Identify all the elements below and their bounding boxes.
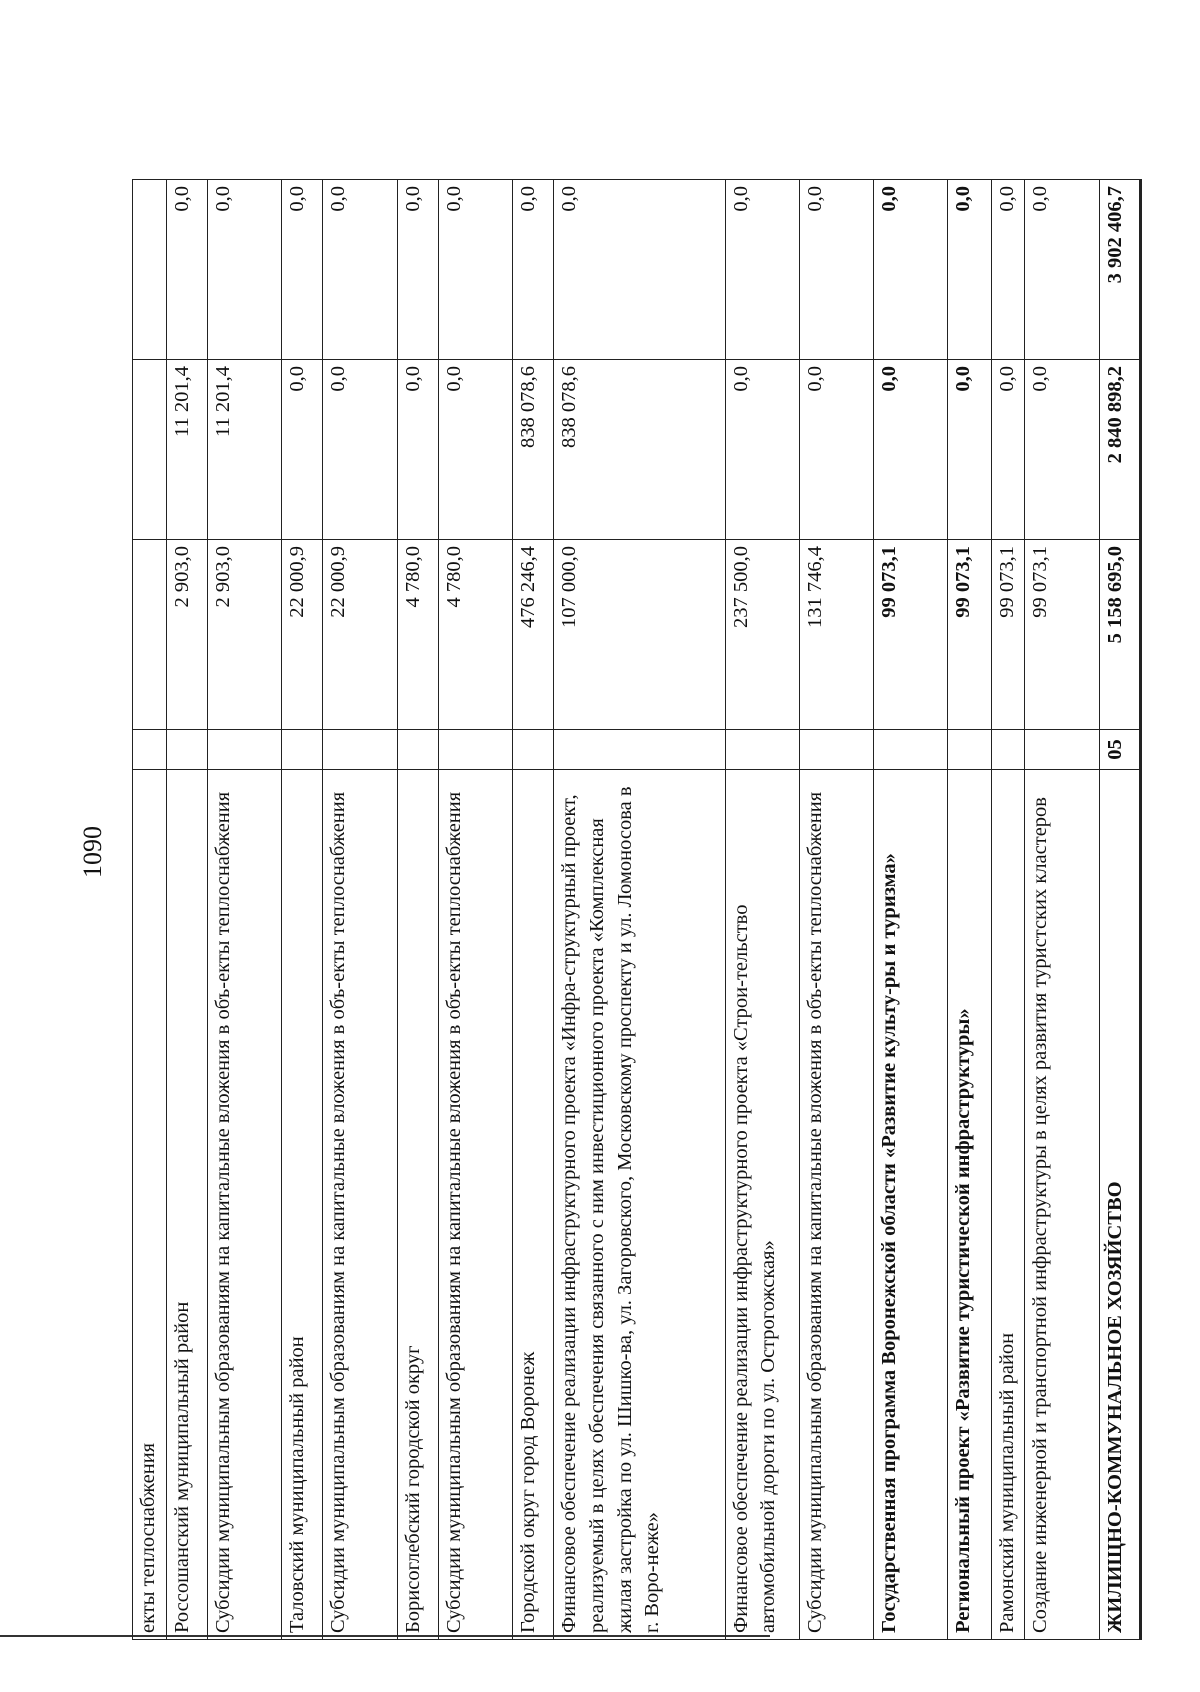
row-value-3-cell: 0,0 [874,180,948,360]
row-value-1-cell: 131 746,4 [799,540,873,730]
table-row [166,180,207,1640]
row-name-cell: Рамонский муниципальный район [991,770,1025,1640]
table-row [1099,180,1140,1640]
row-code-cell [1025,730,1099,770]
row-value-1-cell: 237 500,0 [725,540,799,730]
table-row [554,180,725,1640]
row-value-2-cell: 0,0 [948,360,991,540]
table-row [207,180,281,1640]
table-row [438,180,512,1640]
row-value-2-cell: 0,0 [874,360,948,540]
row-value-3-cell: 0,0 [282,180,323,360]
row-value-1-cell: 22 000,9 [282,540,323,730]
table-row [725,180,799,1640]
row-code-cell [282,730,323,770]
row-code-cell [323,730,397,770]
table-row [874,180,948,1640]
row-value-3-cell: 0,0 [948,180,991,360]
row-value-1-cell [133,540,167,730]
row-value-2-cell: 11 201,4 [207,360,281,540]
row-value-1-cell: 99 073,1 [991,540,1025,730]
row-value-3-cell: 0,0 [323,180,397,360]
row-value-1-cell: 99 073,1 [874,540,948,730]
row-value-2-cell: 0,0 [1025,360,1099,540]
row-name-cell: Субсидии муниципальным образованиям на капитальные вложения в объ-екты теплоснабжения [438,770,512,1640]
row-value-2-cell: 838 078,6 [513,360,554,540]
row-value-3-cell: 0,0 [513,180,554,360]
row-value-3-cell: 0,0 [725,180,799,360]
table-row [991,180,1025,1640]
row-value-3-cell: 0,0 [1025,180,1099,360]
row-value-3-cell: 0,0 [166,180,207,360]
row-code-cell [133,730,167,770]
row-name-cell: Субсидии муниципальным образованиям на капитальные вложения в объ-екты теплоснабжения [323,770,397,1640]
row-value-2-cell [133,360,167,540]
row-value-2-cell: 0,0 [438,360,512,540]
row-name-cell: Городской округ город Воронеж [513,770,554,1640]
row-value-2-cell: 0,0 [991,360,1025,540]
row-name-cell: ЖИЛИЩНО-КОММУНАЛЬНОЕ ХОЗЯЙСТВО [1099,770,1140,1640]
row-value-3-cell: 0,0 [799,180,873,360]
row-value-2-cell: 11 201,4 [166,360,207,540]
row-value-3-cell: 0,0 [438,180,512,360]
row-value-1-cell: 5 158 695,0 [1099,540,1140,730]
row-value-3-cell: 0,0 [207,180,281,360]
table-row [397,180,438,1640]
row-name-cell: Субсидии муниципальным образованиям на капитальные вложения в объ-екты теплоснабжения [799,770,873,1640]
row-name-cell: Финансовое обеспечение реализации инфраструктурного проекта «Инфра-структурный проект, реализуемый в целях обеспечения связанного с ним инвестиционного проекта «Комплексная жилая застройка по ул. Шишко-ва, ул. Загоровского, Московскому проспекту и ул. Ломоносова в г. Воро-неже» [554,770,725,1640]
row-value-3-cell: 3 902 406,7 [1099,180,1140,360]
row-code-cell [438,730,512,770]
row-value-1-cell: 99 073,1 [1025,540,1099,730]
budget-table [132,179,1142,1640]
row-code-cell [874,730,948,770]
page-number: 1090 [78,826,107,878]
table-row [799,180,873,1640]
table-row [513,180,554,1640]
row-code-cell [166,730,207,770]
row-value-2-cell: 0,0 [282,360,323,540]
row-value-1-cell: 107 000,0 [554,540,725,730]
table-row [1025,180,1099,1640]
row-name-cell: Государственная программа Воронежской области «Развитие культу-ры и туризма» [874,770,948,1640]
row-code-cell: 05 [1099,730,1140,770]
row-value-1-cell: 2 903,0 [207,540,281,730]
row-code-cell [725,730,799,770]
row-code-cell [513,730,554,770]
row-code-cell [991,730,1025,770]
row-name-cell: Создание инженерной и транспортной инфраструктуры в целях развития туристских кластеров [1025,770,1099,1640]
row-code-cell [397,730,438,770]
row-value-1-cell: 2 903,0 [166,540,207,730]
row-value-2-cell: 2 840 898,2 [1099,360,1140,540]
table-row [948,180,991,1640]
row-name-cell: Субсидии муниципальным образованиям на капитальные вложения в объ-екты теплоснабжения [207,770,281,1640]
row-value-1-cell: 4 780,0 [397,540,438,730]
row-code-cell [799,730,873,770]
row-code-cell [948,730,991,770]
row-value-1-cell: 4 780,0 [438,540,512,730]
row-value-2-cell: 0,0 [725,360,799,540]
row-value-1-cell: 22 000,9 [323,540,397,730]
row-code-cell [554,730,725,770]
row-name-cell: Таловский муниципальный район [282,770,323,1640]
row-name-cell: Региональный проект «Развитие туристической инфраструктуры» [948,770,991,1640]
row-value-3-cell: 0,0 [991,180,1025,360]
row-value-2-cell: 0,0 [799,360,873,540]
row-name-cell: Борисоглебский городской округ [397,770,438,1640]
row-name-cell: Финансовое обеспечение реализации инфраструктурного проекта «Строи-тельство автомобильной дороги по ул. Острогожская» [725,770,799,1640]
row-name-cell: екты теплоснабжения [133,770,167,1640]
row-value-3-cell [133,180,167,360]
row-code-cell [207,730,281,770]
row-value-2-cell: 0,0 [323,360,397,540]
row-value-3-cell: 0,0 [397,180,438,360]
row-value-3-cell: 0,0 [554,180,725,360]
row-value-2-cell: 0,0 [397,360,438,540]
row-value-2-cell: 838 078,6 [554,360,725,540]
row-name-cell: Россошанский муниципальный район [166,770,207,1640]
budget-table-body [133,180,1141,1640]
row-value-1-cell: 476 246,4 [513,540,554,730]
table-row [282,180,323,1640]
table-row [133,180,167,1640]
row-value-1-cell: 99 073,1 [948,540,991,730]
table-row [323,180,397,1640]
